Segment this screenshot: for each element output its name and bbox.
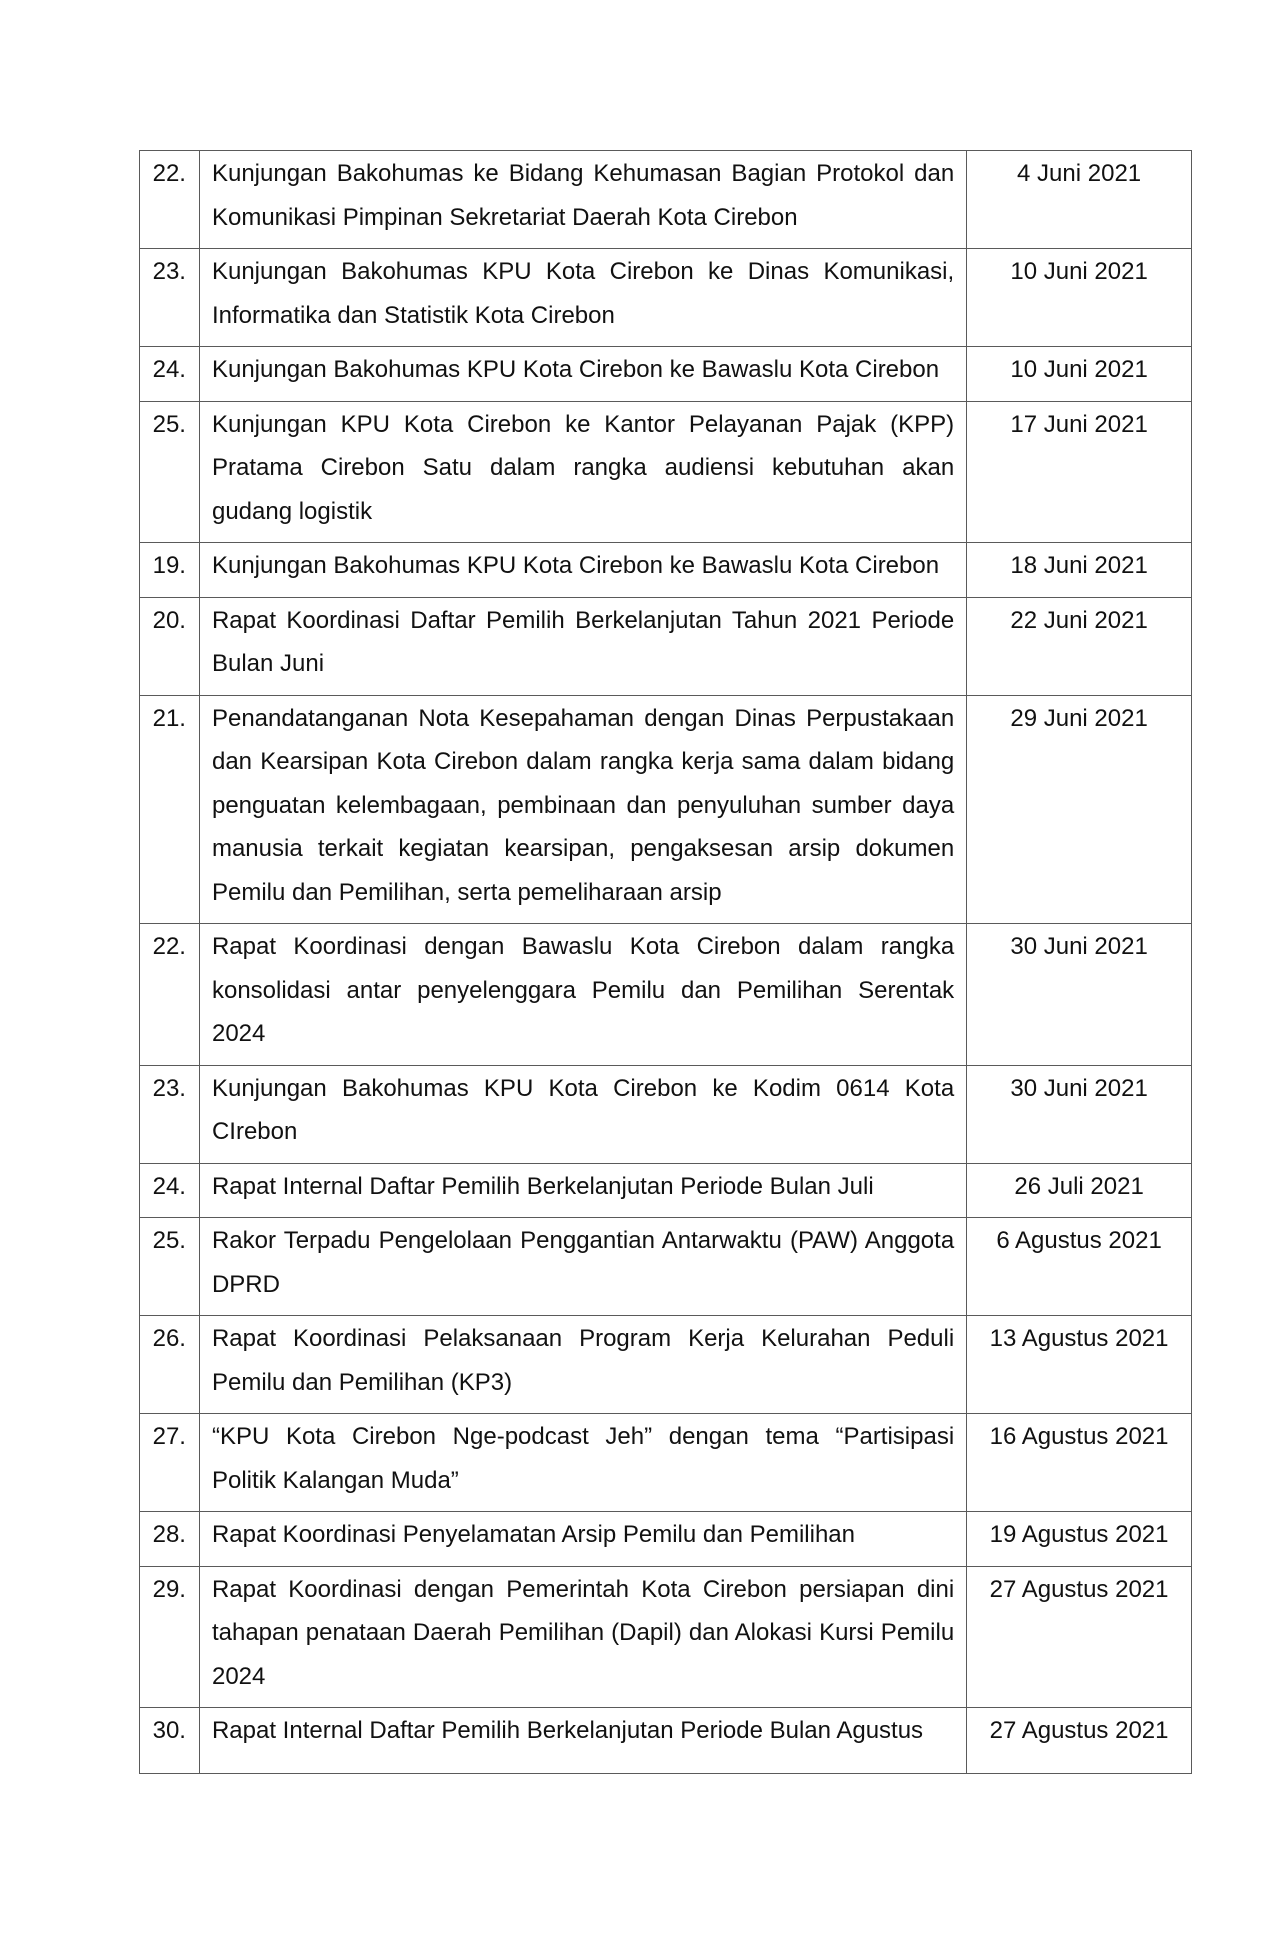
row-date: 17 Juni 2021	[967, 401, 1192, 543]
row-number: 26.	[140, 1316, 200, 1414]
table-row	[140, 347, 1192, 402]
table-row	[140, 1163, 1192, 1218]
row-date: 18 Juni 2021	[967, 543, 1192, 598]
row-date: 27 Agustus 2021	[967, 1708, 1192, 1774]
table-row	[140, 1316, 1192, 1414]
table-row	[140, 151, 1192, 249]
row-description: Rapat Koordinasi Daftar Pemilih Berkelanjutan Tahun 2021 Periode Bulan Juni	[199, 597, 966, 695]
table-row	[140, 543, 1192, 598]
table-row	[140, 597, 1192, 695]
table-row	[140, 1708, 1192, 1774]
row-number: 24.	[140, 347, 200, 402]
row-description: Rapat Koordinasi Pelaksanaan Program Kerja Kelurahan Peduli Pemilu dan Pemilihan (KP3)	[199, 1316, 966, 1414]
activity-table	[139, 150, 1192, 1774]
row-description: Kunjungan KPU Kota Cirebon ke Kantor Pelayanan Pajak (KPP) Pratama Cirebon Satu dalam rangka audiensi kebutuhan akan gudang logistik	[199, 401, 966, 543]
table-row	[140, 1414, 1192, 1512]
table-row	[140, 695, 1192, 924]
row-description: Kunjungan Bakohumas ke Bidang Kehumasan Bagian Protokol dan Komunikasi Pimpinan Sekretariat Daerah Kota Cirebon	[199, 151, 966, 249]
table-row	[140, 401, 1192, 543]
table-row	[140, 1566, 1192, 1708]
table-row	[140, 1512, 1192, 1567]
row-description: Penandatanganan Nota Kesepahaman dengan Dinas Perpustakaan dan Kearsipan Kota Cirebon dalam rangka kerja sama dalam bidang penguatan kelembagaan, pembinaan dan penyuluhan sumber daya manusia terkait kegiatan kearsipan, pengaksesan arsip dokumen Pemilu dan Pemilihan, serta pemeliharaan arsip	[199, 695, 966, 924]
row-number: 21.	[140, 695, 200, 924]
row-number: 22.	[140, 924, 200, 1066]
table-row	[140, 249, 1192, 347]
table-row	[140, 1065, 1192, 1163]
row-number: 30.	[140, 1708, 200, 1774]
row-description: Rapat Koordinasi dengan Pemerintah Kota Cirebon persiapan dini tahapan penataan Daerah Pemilihan (Dapil) dan Alokasi Kursi Pemilu 2024	[199, 1566, 966, 1708]
row-number: 23.	[140, 249, 200, 347]
row-date: 16 Agustus 2021	[967, 1414, 1192, 1512]
row-date: 19 Agustus 2021	[967, 1512, 1192, 1567]
row-description: Rakor Terpadu Pengelolaan Penggantian Antarwaktu (PAW) Anggota DPRD	[199, 1218, 966, 1316]
row-description: Rapat Koordinasi dengan Bawaslu Kota Cirebon dalam rangka konsolidasi antar penyelenggara Pemilu dan Pemilihan Serentak 2024	[199, 924, 966, 1066]
table-row	[140, 1218, 1192, 1316]
table-row	[140, 924, 1192, 1066]
row-date: 27 Agustus 2021	[967, 1566, 1192, 1708]
row-date: 26 Juli 2021	[967, 1163, 1192, 1218]
row-date: 10 Juni 2021	[967, 249, 1192, 347]
row-number: 19.	[140, 543, 200, 598]
row-date: 6 Agustus 2021	[967, 1218, 1192, 1316]
activity-table-body	[140, 151, 1192, 1774]
row-date: 30 Juni 2021	[967, 924, 1192, 1066]
row-date: 30 Juni 2021	[967, 1065, 1192, 1163]
row-number: 29.	[140, 1566, 200, 1708]
row-description: “KPU Kota Cirebon Nge-podcast Jeh” dengan tema “Partisipasi Politik Kalangan Muda”	[199, 1414, 966, 1512]
row-description: Kunjungan Bakohumas KPU Kota Cirebon ke Kodim 0614 Kota CIrebon	[199, 1065, 966, 1163]
row-number: 27.	[140, 1414, 200, 1512]
row-date: 29 Juni 2021	[967, 695, 1192, 924]
row-number: 25.	[140, 401, 200, 543]
row-description: Rapat Koordinasi Penyelamatan Arsip Pemilu dan Pemilihan	[199, 1512, 966, 1567]
row-date: 4 Juni 2021	[967, 151, 1192, 249]
row-date: 22 Juni 2021	[967, 597, 1192, 695]
row-number: 25.	[140, 1218, 200, 1316]
row-description: Kunjungan Bakohumas KPU Kota Cirebon ke Dinas Komunikasi, Informatika dan Statistik Kota Cirebon	[199, 249, 966, 347]
row-description: Rapat Internal Daftar Pemilih Berkelanjutan Periode Bulan Agustus	[199, 1708, 966, 1774]
row-date: 13 Agustus 2021	[967, 1316, 1192, 1414]
row-number: 24.	[140, 1163, 200, 1218]
row-description: Rapat Internal Daftar Pemilih Berkelanjutan Periode Bulan Juli	[199, 1163, 966, 1218]
row-number: 23.	[140, 1065, 200, 1163]
row-description: Kunjungan Bakohumas KPU Kota Cirebon ke Bawaslu Kota Cirebon	[199, 347, 966, 402]
row-description: Kunjungan Bakohumas KPU Kota Cirebon ke Bawaslu Kota Cirebon	[199, 543, 966, 598]
row-date: 10 Juni 2021	[967, 347, 1192, 402]
row-number: 20.	[140, 597, 200, 695]
row-number: 22.	[140, 151, 200, 249]
row-number: 28.	[140, 1512, 200, 1567]
